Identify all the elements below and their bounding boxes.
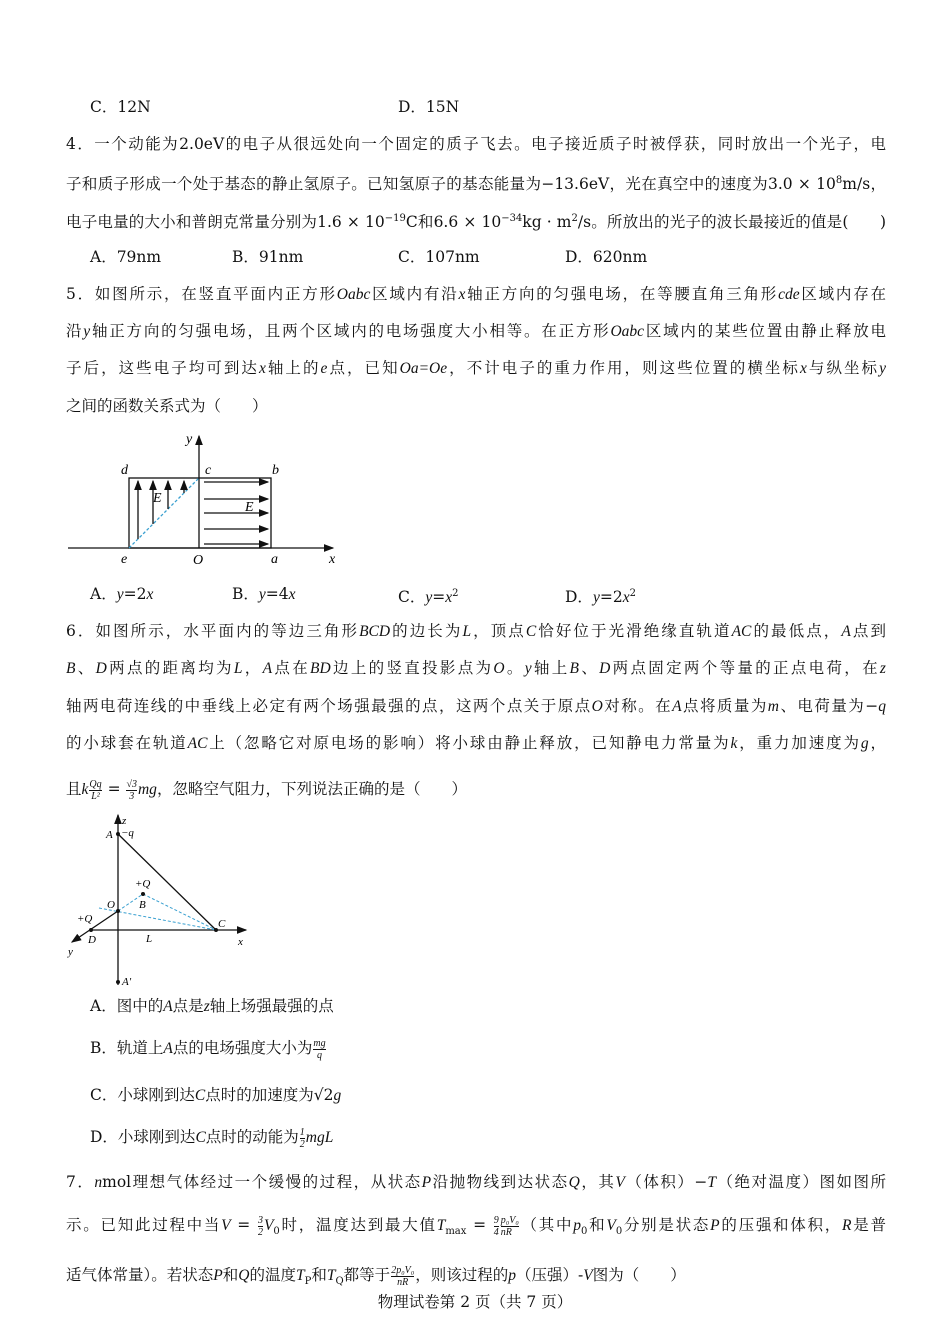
math-variable: C [525, 623, 537, 640]
text-run: C． [398, 588, 426, 607]
fraction [391, 1265, 414, 1288]
math-variable: y [592, 589, 600, 607]
text-run: 沿抛物线到达状态 [431, 1173, 569, 1191]
math-variable: B [569, 660, 580, 677]
numerator: Qq [89, 778, 102, 790]
superscript: −34 [501, 213, 523, 224]
math-variable: x [458, 286, 466, 303]
label-o: O [107, 899, 115, 911]
superscript: −19 [384, 213, 406, 224]
q7-line [66, 1171, 886, 1193]
label-b: B [139, 899, 146, 911]
q6-figure-labels [67, 815, 243, 988]
denominator: q [317, 1049, 322, 1061]
math-variable: Oabc [610, 323, 645, 340]
text-run: （体积）− [624, 1173, 708, 1191]
text-run: 适气体常量）。若状态 [66, 1266, 214, 1284]
subscript: Q [335, 1276, 344, 1288]
math-variable: k [730, 735, 738, 752]
subscript: P [304, 1276, 312, 1288]
label-c: C [218, 918, 226, 930]
math-variable: A [672, 698, 682, 715]
text-run: 电子电量的大小和普朗克常量分别为1.6 × 10 [66, 213, 385, 232]
fraction [126, 779, 137, 802]
text-run: 7． [66, 1173, 95, 1191]
text-run: 都等于 [343, 1266, 391, 1284]
math-variable: P [421, 1174, 432, 1191]
math-variable: x [288, 586, 296, 603]
q5-option-c [398, 583, 459, 609]
text-run: kg · m [522, 213, 572, 232]
text-run: 5．如图所示，在竖直平面内正方形 [66, 285, 337, 303]
text-run: =2 [123, 585, 147, 603]
text-run: C和6.6 × 10 [405, 213, 502, 232]
text-run: = [230, 1216, 257, 1234]
text-run: 与纵坐标 [806, 359, 880, 377]
label-o: O [193, 553, 204, 568]
subscript: 0 [615, 1226, 623, 1238]
q3-option-d: D．15N [398, 98, 460, 116]
math-variable: B [66, 660, 76, 677]
label-x: x [238, 936, 243, 948]
text-run: A． [90, 585, 117, 603]
math-variable: A [163, 1040, 173, 1057]
q6-line [66, 695, 886, 717]
text-run: 的边长为 [390, 622, 463, 640]
math-variable: y [83, 323, 91, 340]
math-variable: x [622, 589, 630, 607]
text-run: 的小球套在轨道 [66, 734, 188, 752]
label-plus-q-b: +Q [135, 878, 151, 890]
math-variable: C [195, 1129, 206, 1146]
math-variable: z [203, 998, 210, 1015]
text-run: 的最低点， [751, 622, 842, 640]
math-variable: R [842, 1217, 852, 1234]
fraction [258, 1215, 263, 1238]
q7-line [66, 1264, 886, 1286]
text-run: 恰好位于光滑绝缘直轨道 [536, 622, 732, 640]
math-variable: V [583, 1267, 593, 1284]
denominator: 4 [493, 1226, 499, 1238]
text-run: （其中 [519, 1216, 574, 1234]
label-b: b [272, 463, 279, 478]
math-variable: cde [778, 286, 800, 303]
fraction [300, 1127, 305, 1150]
text-run: 的温度 [249, 1266, 296, 1284]
text-run: 和 [587, 1216, 607, 1234]
text-run: 轴正方向的匀强电场，且两个区域内的电场强度大小相等。在正方形 [90, 322, 611, 340]
text-run: ， [242, 659, 263, 677]
text-run: B． [232, 585, 259, 603]
text-run: A．图中的 [90, 997, 164, 1015]
text-run: 两点的距离均为 [106, 659, 234, 677]
text-run: 和 [222, 1266, 239, 1284]
q6-line [66, 657, 886, 679]
math-variable: BD [310, 660, 331, 677]
math-variable: A [262, 660, 273, 677]
math-variable: y [879, 360, 886, 377]
math-variable: x [445, 589, 453, 607]
text-run: /s。所放出的光子的波长最接近的值是( ) [577, 213, 887, 232]
text-run: m/s， [842, 175, 887, 194]
text-run: 图为（ ） [592, 1266, 686, 1284]
text-run: 的压强和体积， [719, 1216, 843, 1234]
math-variable: A [163, 998, 173, 1015]
text-run: 轴正方向的匀强电场，在等腰直角三角形 [465, 285, 779, 303]
math-variable: L [233, 660, 243, 677]
math-variable: V [221, 1217, 231, 1234]
math-variable: T [436, 1217, 446, 1234]
label-c: c [205, 463, 212, 478]
text-run: 点时的动能为 [205, 1128, 299, 1146]
text-run: = [466, 1216, 493, 1234]
math-variable: AC [731, 623, 752, 640]
text-run: =4 [265, 585, 289, 603]
math-variable: T [295, 1267, 305, 1284]
math-variable: T [707, 1174, 716, 1191]
superscript: 2 [571, 213, 578, 224]
math-variable: C [194, 1087, 206, 1104]
text-run: （绝对温度）图如图所 [715, 1173, 886, 1191]
q4-option-b: B．91nm [232, 248, 304, 266]
q3-option-c: C．12N [90, 98, 151, 116]
text-run: 区域内的某些位置由静止释放电 [644, 322, 886, 340]
text-run: 子和质子形成一个处于基态的静止氢原子。已知氢原子的基态能量为−13.6eV，光在真空中的速度为3.0 × 10 [66, 175, 836, 194]
numerator: 3 [257, 1214, 263, 1226]
label-plus-q-d: +Q [77, 913, 93, 925]
numerator: √3 [126, 778, 137, 790]
q5-field-diagram [68, 436, 333, 548]
q5-option-b [232, 583, 296, 606]
text-run: 点到 [850, 622, 886, 640]
text-run: 、 [579, 659, 600, 677]
math-variable: mg [137, 781, 157, 798]
math-variable: x [146, 586, 154, 603]
text-run: 4．一个动能为2.0eV的电子从很远处向一个固定的质子飞去。电子接近质子时被俘获，同时放出一个光子，电 [66, 135, 886, 153]
text-run: 点时的加速度为√2 [205, 1086, 334, 1104]
text-run: 。 [504, 659, 525, 677]
text-run: 是普 [851, 1216, 886, 1234]
text-run: 点，已知 [327, 359, 400, 377]
math-variable: Q [568, 1174, 580, 1191]
math-variable: O [591, 698, 603, 715]
math-variable: n [94, 1174, 103, 1191]
denominator: nR [397, 1276, 409, 1288]
math-variable: BCD [359, 623, 391, 640]
math-variable: A [841, 623, 851, 640]
superscript: 2 [452, 588, 459, 599]
math-variable: q [878, 698, 886, 715]
denominator: 2 [257, 1226, 263, 1238]
q6-triangle-diagram [72, 815, 246, 985]
text-run: ，则该过程的 [415, 1266, 509, 1284]
text-run: 之间的函数关系式为（ ） [66, 397, 268, 415]
q5-option-a [90, 583, 153, 606]
text-run: 点将质量为 [681, 697, 768, 715]
text-run: ，顶点 [471, 622, 526, 640]
math-variable: D [599, 660, 611, 677]
math-variable: V [606, 1217, 616, 1234]
q6-option-d [90, 1126, 333, 1150]
text-run: 边上的竖直投影点为 [330, 659, 494, 677]
text-run: ，重力加速度为 [737, 734, 861, 752]
q5-option-d [565, 583, 636, 609]
text-run: 上（忽略它对原电场的影响）将小球由静止释放，已知静电力常量为 [207, 734, 731, 752]
text-run: 轴上的 [265, 359, 321, 377]
text-run: 点在 [272, 659, 311, 677]
label-x: x [329, 552, 336, 567]
math-variable: V [263, 1217, 274, 1234]
numerator: 9 [493, 1214, 499, 1226]
math-variable: O [493, 660, 505, 677]
text-run: 、 [75, 659, 96, 677]
math-variable: Oa=Oe [399, 360, 448, 377]
math-variable: e [320, 360, 328, 377]
text-run: 对称。在 [602, 697, 673, 715]
math-variable: V [615, 1174, 625, 1191]
text-run: 分别是状态 [622, 1216, 711, 1234]
text-run: 和 [311, 1266, 327, 1284]
numerator: p₀V₀ [500, 1214, 519, 1226]
math-variable: z [879, 660, 886, 677]
label-y: y [68, 946, 73, 958]
text-run: C．小球刚到达 [90, 1086, 195, 1104]
label-a: A [106, 829, 113, 841]
q6-option-a [90, 995, 334, 1018]
text-run: mol理想气体经过一个缓慢的过程，从状态 [102, 1173, 422, 1191]
text-run: 区域内存在 [799, 285, 886, 303]
fraction [501, 1215, 519, 1238]
math-variable: P [710, 1217, 720, 1234]
denominator: L² [91, 790, 100, 802]
math-variable: L [462, 623, 472, 640]
label-e-field-right: E [245, 500, 254, 515]
numerator: 2p₀V₀ [391, 1264, 415, 1276]
q6-line [66, 620, 886, 642]
q7-line [66, 1214, 886, 1236]
text-run: 区域内有沿 [370, 285, 459, 303]
text-run: ，忽略空气阻力，下列说法正确的是（ ） [156, 780, 467, 798]
math-variable: g [333, 1087, 342, 1104]
text-run: = [432, 588, 446, 607]
math-variable: x [258, 360, 266, 377]
label-e: e [121, 552, 128, 567]
label-d: D [88, 934, 96, 946]
fraction [494, 1215, 499, 1238]
text-run: =2 [599, 588, 623, 607]
math-variable: T [326, 1267, 336, 1284]
label-y: y [186, 432, 193, 447]
q4-option-a: A．79nm [90, 248, 162, 266]
text-run: 轴两电荷连线的中垂线上必定有两个场强最强的点，这两个点关于原点 [66, 697, 592, 715]
subscript: 0 [273, 1226, 280, 1238]
math-variable: p [573, 1217, 581, 1234]
text-run: 两点固定两个等量的正点电荷，在 [610, 659, 880, 677]
math-variable: mgL [305, 1129, 334, 1146]
text-run: 6．如图所示，水平面内的等边三角形 [66, 622, 360, 640]
math-variable: y [425, 589, 433, 607]
denominator: nR [500, 1226, 512, 1238]
label-z: z [122, 815, 127, 827]
label-a: a [271, 552, 278, 567]
label-l: L [146, 933, 153, 945]
math-variable: g [860, 735, 869, 752]
math-variable: Q [238, 1267, 250, 1284]
math-variable: y [258, 586, 266, 603]
text-run: 、电荷量为− [779, 697, 879, 715]
text-run: B．轨道上 [90, 1039, 164, 1057]
fraction [313, 1038, 325, 1061]
math-variable: y [116, 586, 124, 603]
superscript: 2 [629, 588, 636, 599]
numerator: mg [313, 1037, 326, 1049]
q6-line [66, 732, 886, 754]
text-run: 沿 [66, 322, 84, 340]
math-variable: k [81, 781, 89, 798]
math-variable: m [767, 698, 779, 715]
subscript: max [445, 1226, 467, 1238]
math-variable: P [213, 1267, 223, 1284]
label-e-field-up: E [153, 491, 162, 506]
text-run: D．小球刚到达 [90, 1128, 196, 1146]
math-variable: x [799, 360, 807, 377]
text-run: 时，温度达到最大值 [279, 1216, 437, 1234]
q6-option-b [90, 1037, 327, 1061]
denominator: 2 [299, 1138, 305, 1150]
label-minus-q: −q [121, 827, 134, 839]
text-run: （压强）- [516, 1266, 584, 1284]
text-run: D． [565, 588, 593, 607]
text-run: 子后，这些电子均可到达 [66, 359, 259, 377]
numerator: 1 [299, 1126, 305, 1138]
denominator: 3 [129, 790, 135, 802]
text-run: 且 [66, 780, 82, 798]
q4-option-c: C．107nm [398, 248, 480, 266]
text-run: ，其 [579, 1173, 616, 1191]
superscript: 8 [835, 175, 843, 186]
text-run: 点的电场强度大小为 [172, 1039, 313, 1057]
q6-line [66, 778, 886, 800]
math-variable: AC [187, 735, 208, 752]
text-run: 轴上场强最强的点 [209, 997, 334, 1015]
text-run: ， [868, 734, 886, 752]
page-footer: 物理试卷第 2 页（共 7 页） [377, 1293, 573, 1311]
text-run: 示。已知此过程中当 [66, 1216, 222, 1234]
fraction [89, 779, 101, 802]
q6-option-c [90, 1084, 341, 1107]
math-variable: Oabc [336, 286, 371, 303]
label-d: d [121, 463, 128, 478]
text-run: 点是 [172, 997, 204, 1015]
text-run: = [102, 780, 126, 798]
math-variable: y [524, 660, 532, 677]
text-run: ，不计电子的重力作用，则这些位置的横坐标 [447, 359, 800, 377]
text-run: 轴上 [531, 659, 570, 677]
subscript: 0 [581, 1226, 588, 1238]
q4-option-d: D．620nm [565, 248, 648, 266]
math-variable: D [95, 660, 107, 677]
math-variable: p [508, 1267, 517, 1284]
label-a-prime: A′ [122, 976, 132, 988]
